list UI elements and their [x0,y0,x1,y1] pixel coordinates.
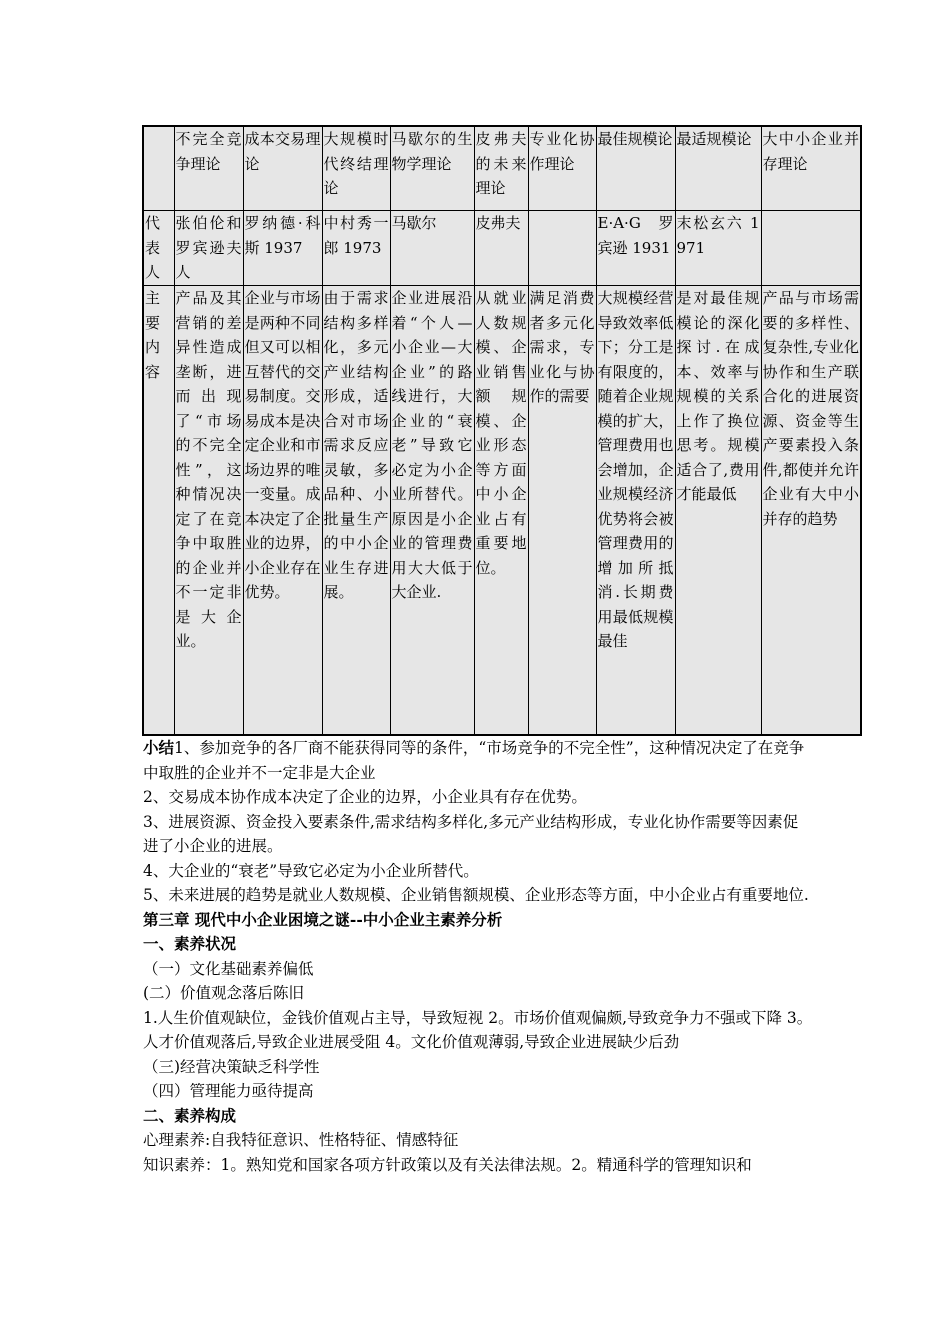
paragraph: 1.人生价值观缺位，金钱价值观占主导，导致短视 2。市场价值观偏颇,导致竞争力不强或下降 3。人才价值观落后,导致企业进展受阻 4。文化价值观薄弱,导致企业进展缺少后劲 [143,1008,813,1051]
table-cell: 企业与市场是两种不同但又可以相互替代的交易制度。交易成本是决定企业和市场边界的唯一变量。成本决定了企业的边界，小企业存在优势。 [243,286,322,736]
section-heading: 二、素养构成 [143,1105,237,1125]
table-cell: 张伯伦和罗宾逊夫人 [174,211,243,286]
list-item: 心理素养:自我特征意识、性格特征、情感特征 [143,1131,459,1149]
table-cell: 马歇尔 [390,211,474,286]
table-cell: 马歇尔的生物学理论 [390,126,474,211]
table-row-contents [143,286,861,736]
table-cell: 是对最佳规模论的深化探讨.在成本、效率与规模的关系上作了换位思考。规模适合了,费用才能最低 [675,286,761,736]
summary-item: 小结1、参加竞争的各厂商不能获得同等的条件，“市场竞争的不完全性”，这种情况决定了在竞争中取胜的企业并不一定非是大企业 [143,738,805,782]
table-cell: 大规模时代终结理论 [322,126,390,211]
table-cell: 满足消费者多元化需求，专业化与协作的需要 [528,286,596,736]
table-row-representatives [143,211,861,286]
table-cell: 末松玄六 1971 [675,211,761,286]
table-header-row [143,126,861,211]
table-cell: 企业进展沿着“个人—小企业—大企业”的路线进行，大企业的“衰老”导致它必定为小企业所替代。原因是小企业的管理费用大大低于大企业. [390,286,474,736]
chapter-title: 第三章 现代中小企业困境之谜--中小企业主素养分析 [143,909,503,929]
table-cell: 皮弗夫的未来理论 [474,126,528,211]
section-heading: 一、素养状况 [143,934,237,953]
list-item: 知识素养：1。熟知党和国家各项方针政策以及有关法律法规。2。精通科学的管理知识和 [143,1155,752,1174]
table-cell: 由于需求结构多样化，多元产业结构形成，适合对市场需求反应灵敏，多品种、小批量生产的中小企业生存进展。 [322,286,390,736]
row-label: 主要内容 [143,286,174,736]
summary-item: 4、大企业的“衰老”导致它必定为小企业所替代。 [143,861,479,880]
list-item: (二）价值观念落后陈旧 [143,984,305,1002]
table-cell: 大中小企业并存理论 [761,126,861,211]
table-cell: 中村秀一郎 1973 [322,211,390,286]
table-cell: 皮弗夫 [474,211,528,286]
list-item: （一）文化基础素养偏低 [143,959,314,978]
table-cell: E·A·G 罗宾逊 1931 [596,211,675,286]
table-cell: 最适规模论 [675,126,761,211]
table-cell: 产品与市场需要的多样性、复杂性,专业化协作和生产联合化的进展资源、资金等生产要素投入条件,都使并允许企业有大中小并存的趋势 [761,286,861,736]
table-cell [143,126,174,211]
list-item: （三)经营决策缺乏科学性 [143,1057,320,1076]
body-text [143,736,813,1177]
summary-item: 5、未来进展的趋势是就业人数规模、企业销售额规模、企业形态等方面，中小企业占有重要地位. [143,886,809,904]
summary-item: 3、进展资源、资金投入要素条件,需求结构多样化,多元产业结构形成，专业化协作需要等因素促进了小企业的进展。 [143,812,799,855]
table-cell: 最佳规模论 [596,126,675,211]
table-cell: 罗纳德·科斯 1937 [243,211,322,286]
list-item: （四）管理能力亟待提高 [143,1082,314,1100]
row-label: 代表人 [143,211,174,286]
table-cell: 从就业人数规模、企业销售额规模、企业形态等方面中小企业占有重要地位。 [474,286,528,736]
table-cell: 专业化协作理论 [528,126,596,211]
theory-table [142,125,862,736]
table-cell: 不完全竞争理论 [174,126,243,211]
summary-label: 小结 [143,738,175,757]
table-cell [528,211,596,286]
table-cell: 产品及其营销的差异性造成垄断，进而出现了“市场的不完全性”，这种情况决定了在竞争中取胜的企业并不一定非是大企业。 [174,286,243,736]
table-cell: 大规模经营导致效率低下；分工是有限度的，随着企业规模的扩大，管理费用也会增加，企业规模经济优势将会被管理费用的增加所抵消.长期费用最低规模最佳 [596,286,675,736]
table-cell: 成本交易理论 [243,126,322,211]
table-cell [761,211,861,286]
summary-item: 2、交易成本协作成本决定了企业的边界，小企业具有存在优势。 [143,788,587,806]
